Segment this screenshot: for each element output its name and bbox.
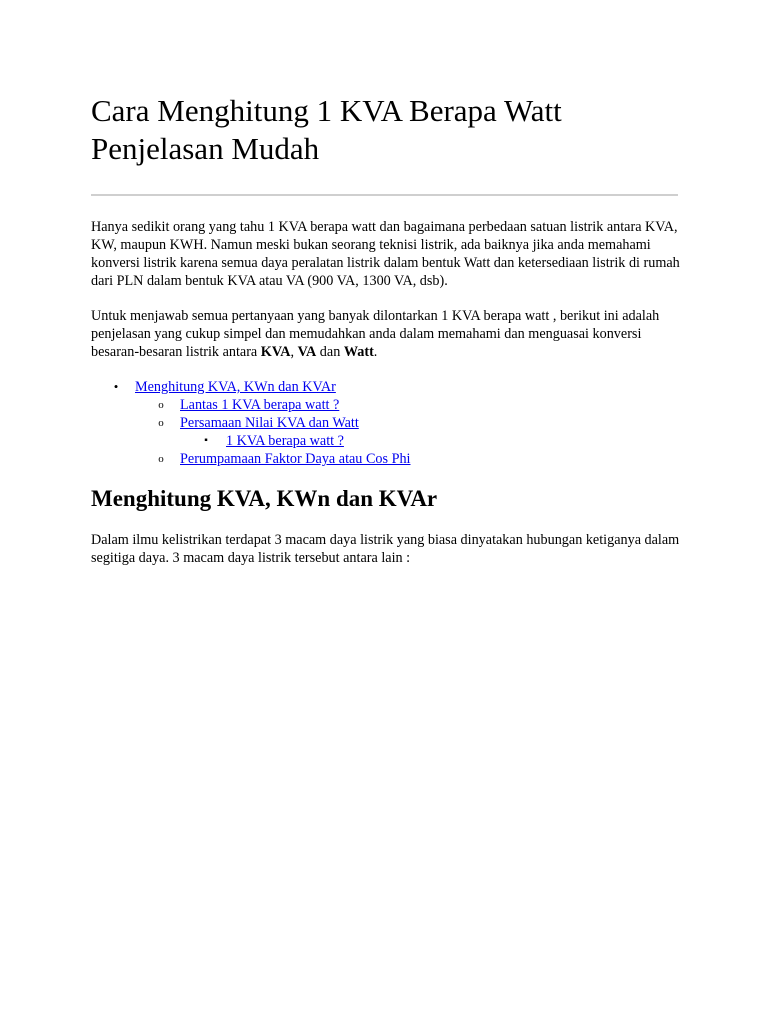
- explanation-paragraph: [91, 307, 691, 361]
- toc-link-1-kva-berapa-watt[interactable]: 1 KVA berapa watt ?: [226, 433, 344, 449]
- separator-dan: dan: [316, 344, 344, 360]
- disc-bullet-icon: •: [113, 379, 119, 394]
- page-title-line2: Penjelasan Mudah: [91, 131, 320, 166]
- toc-link-faktor-daya[interactable]: Perumpamaan Faktor Daya atau Cos Phi: [180, 451, 411, 467]
- intro-paragraph: Hanya sedikit orang yang tahu 1 KVA berapa watt dan bagaimana perbedaan satuan listrik antara KVA, KW, maupun KWH. Namun meski bukan seorang teknisi listrik, ada baiknya jika anda memahami konversi listrik karena semua daya peralatan listrik dalam bentuk Watt dan ketersediaan listrik di rumah dari PLN dalam bentuk KVA atau VA (900 VA, 1300 VA, dsb).: [91, 219, 680, 289]
- circle-bullet-icon: o: [158, 399, 164, 411]
- term-watt: Watt: [343, 344, 374, 360]
- term-va: VA: [297, 344, 317, 360]
- explanation-text: Untuk menjawab semua pertanyaan yang banyak dilontarkan 1 KVA berapa watt , berikut ini adalah penjelasan yang cukup simpel dan memudahkan anda dalam memahami dan menguasai konversi besaran-besaran listrik antara: [91, 308, 660, 360]
- circle-bullet-icon: o: [158, 417, 164, 429]
- table-of-contents: [91, 378, 691, 468]
- toc-item-level2: [91, 396, 691, 414]
- toc-item-level1: [91, 378, 691, 396]
- horizontal-divider: [91, 194, 678, 196]
- square-bullet-icon: ▪: [204, 435, 208, 446]
- page-title-line1: Cara Menghitung 1 KVA Berapa Watt: [91, 93, 562, 128]
- toc-link-lantas-1-kva[interactable]: Lantas 1 KVA berapa watt ?: [180, 397, 340, 413]
- page-title: [91, 92, 691, 168]
- sentence-end: .: [373, 344, 378, 360]
- section-heading: Menghitung KVA, KWn dan KVAr: [91, 486, 438, 511]
- toc-item-level2: [91, 414, 691, 432]
- section-paragraph: Dalam ilmu kelistrikan terdapat 3 macam daya listrik yang biasa dinyatakan hubungan ketiganya dalam segitiga daya. 3 macam daya listrik tersebut antara lain :: [91, 532, 680, 566]
- toc-item-level2: [91, 450, 691, 468]
- term-kva: KVA: [260, 344, 291, 360]
- toc-link-persamaan-nilai[interactable]: Persamaan Nilai KVA dan Watt: [180, 415, 359, 431]
- toc-item-level3: [91, 432, 691, 450]
- circle-bullet-icon: o: [158, 453, 164, 465]
- separator-comma: ,: [290, 344, 298, 360]
- toc-link-menghitung-kva[interactable]: Menghitung KVA, KWn dan KVAr: [135, 379, 336, 395]
